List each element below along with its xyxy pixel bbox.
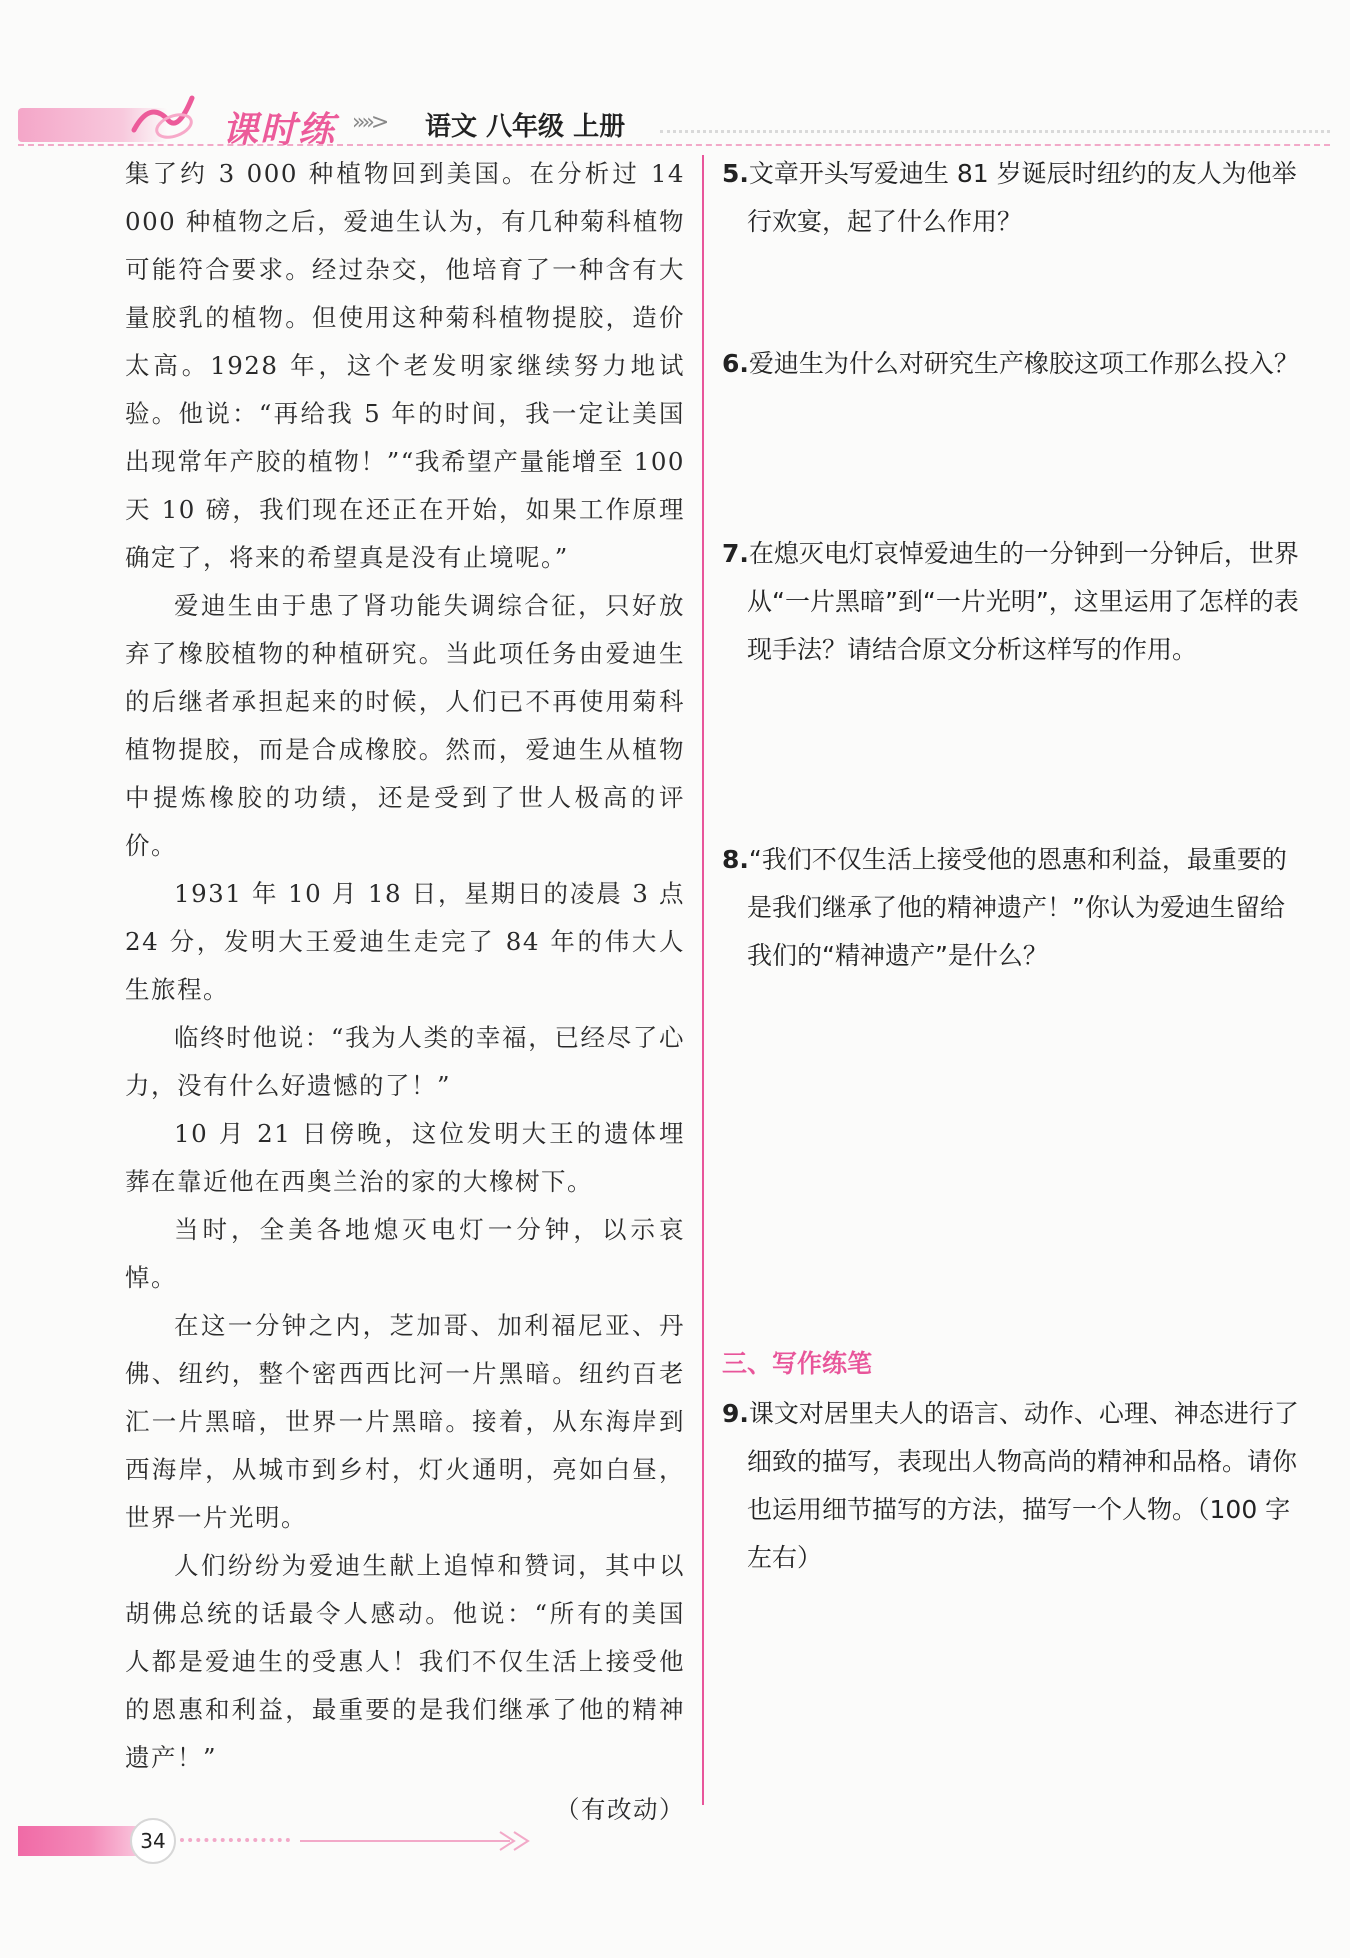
arrow-right-icon — [300, 1826, 540, 1856]
question-text: 在熄灭电灯哀悼爱迪生的一分钟到一分钟后，世界从“一片黑暗”到“一片光明”，这里运用了怎样的表现手法？请结合原文分析这样写的作用。 — [747, 539, 1299, 664]
question-text: 文章开头写爱迪生 81 岁诞辰时纽约的友人为他举行欢宴，起了什么作用？ — [747, 159, 1297, 236]
brand-logo-icon — [128, 90, 198, 146]
header-dotted-line — [660, 130, 1330, 133]
column-divider — [702, 155, 704, 1805]
footer-decor-bar — [18, 1826, 138, 1856]
page-footer — [0, 1810, 1350, 1870]
page-header — [0, 80, 1350, 150]
page-number: 34 — [130, 1818, 176, 1864]
passage-paragraph: 爱迪生由于患了肾功能失调综合征，只好放弃了橡胶植物的种植研究。当此项任务由爱迪生的后继者承担起来的时候，人们已不再使用菊科植物提胶，而是合成橡胶。然而，爱迪生从植物中提炼橡胶的功绩，还是受到了世人极高的评价。 — [125, 591, 685, 860]
question-8 — [722, 836, 1307, 980]
passage-paragraph: 临终时他说：“我为人类的幸福，已经尽了心力，没有什么好遗憾的了！” — [125, 1023, 685, 1100]
question-text: 爱迪生为什么对研究生产橡胶这项工作那么投入？ — [748, 349, 1299, 378]
reading-passage — [125, 150, 685, 1834]
brand-title: 课时练 — [222, 110, 337, 151]
passage-paragraph: 10 月 21 日傍晚，这位发明大王的遗体埋葬在靠近他在西奥兰治的家的大橡树下。 — [125, 1119, 685, 1196]
subject-label: 语文 八年级 上册 — [425, 112, 626, 142]
passage-paragraph: 1931 年 10 月 18 日，星期日的凌晨 3 点 24 分，发明大王爱迪生走完了 84 年的伟大人生旅程。 — [125, 879, 685, 1004]
question-number: 7. — [722, 539, 749, 568]
footer-dots — [180, 1838, 290, 1842]
question-number: 9. — [722, 1399, 749, 1428]
passage-paragraph: 在这一分钟之内，芝加哥、加利福尼亚、丹佛、纽约，整个密西西比河一片黑暗。纽约百老汇一片黑暗，世界一片黑暗。接着，从东海岸到西海岸，从城市到乡村，灯火通明，亮如白昼，世界一片光明。 — [125, 1311, 685, 1532]
header-arrows: »»> — [352, 110, 386, 135]
question-text: “我们不仅生活上接受他的恩惠和利益，最重要的是我们继承了他的精神遗产！”你认为爱迪生留给我们的“精神遗产”是什么？ — [747, 845, 1287, 970]
passage-paragraph: 人们纷纷为爱迪生献上追悼和赞词，其中以胡佛总统的话最令人感动。他说：“所有的美国人都是爱迪生的受惠人！我们不仅生活上接受他的恩惠和利益，最重要的是我们继承了他的精神遗产！” — [125, 1551, 685, 1772]
question-9 — [722, 1390, 1307, 1582]
question-text: 课文对居里夫人的语言、动作、心理、神态进行了细致的描写，表现出人物高尚的精神和品格。请你也运用细节描写的方法，描写一个人物。（100 字左右） — [747, 1399, 1299, 1572]
passage-attribution: （有改动） — [555, 1795, 685, 1824]
question-7 — [722, 530, 1307, 674]
question-5 — [722, 150, 1307, 246]
question-6 — [722, 340, 1307, 388]
passage-paragraph: 当时，全美各地熄灭电灯一分钟，以示哀悼。 — [125, 1215, 685, 1292]
question-number: 8. — [722, 845, 749, 874]
section-title: 三、写作练笔 — [722, 1349, 873, 1378]
question-number: 6. — [722, 349, 749, 378]
question-number: 5. — [722, 159, 749, 188]
header-rule — [18, 144, 1330, 146]
passage-paragraph: 集了约 3 000 种植物回到美国。在分析过 14 000 种植物之后，爱迪生认为，有几种菊科植物可能符合要求。经过杂交，他培育了一种含有大量胶乳的植物。但使用这种菊科植物提胶，造价太高。1928 年，这个老发明家继续努力地试验。他说：“再给我 5 年的时间，我一定让美国出现常年产胶的植物！”“我希望产量能增至 100 天 10 磅，我们现在还正在开始，如果工作原理确定了，将来的希望真是没有止境呢。” — [125, 159, 685, 572]
